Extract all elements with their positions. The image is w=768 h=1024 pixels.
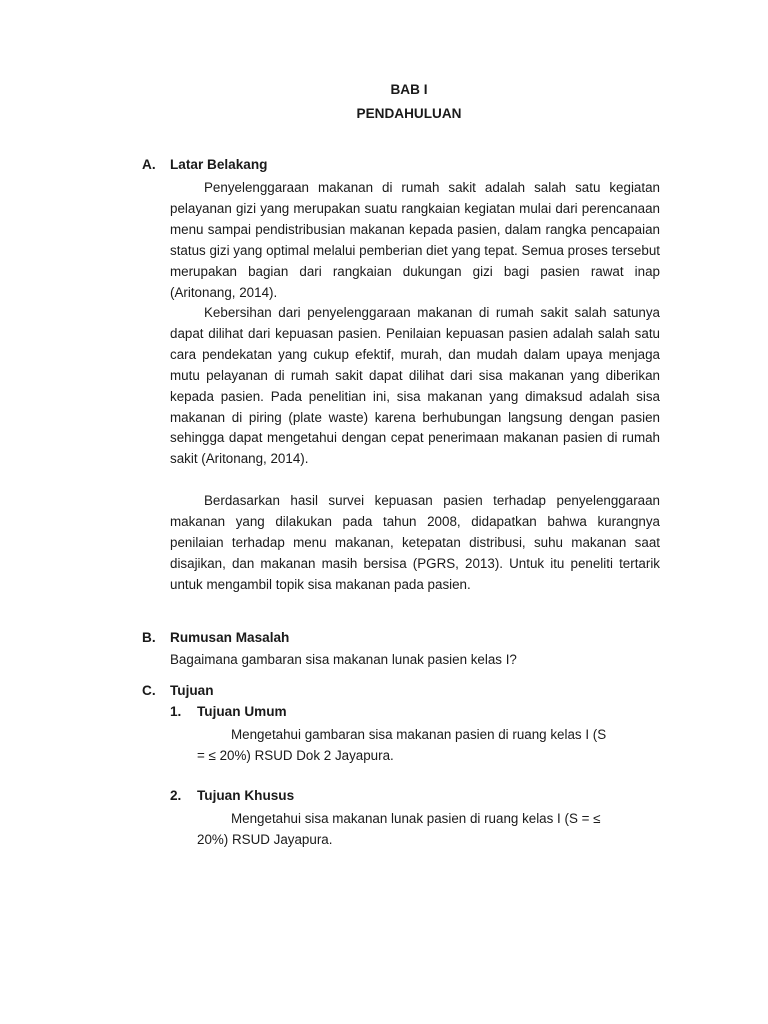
subsection-2-number: 2. [170, 788, 182, 803]
section-a-heading: Latar Belakang [170, 157, 268, 172]
subsection-1-number: 1. [170, 704, 182, 719]
chapter-title: PENDAHULUAN [356, 106, 462, 121]
subsection-1-line-2: = ≤ 20%) RSUD Dok 2 Jayapura. [197, 748, 394, 763]
subsection-2-line-1: Mengetahui sisa makanan lunak pasien di ruang kelas I (S = ≤ [231, 811, 601, 826]
paragraph-3-text: Berdasarkan hasil survei kepuasan pasien terhadap penyelenggaraan makanan yang dilakukan pada tahun 2008, didapatkan bahwa kurangnya penilaian terhadap menu makanan, ketepatan distribusi, suhu makanan saat disajikan, dan makanan masih bersisa (PGRS, 2013). Untuk itu peneliti tertarik untuk mengambil topik sisa makanan pada pasien. [170, 493, 660, 592]
subsection-2-line-2: 20%) RSUD Jayapura. [197, 832, 333, 847]
section-b-heading: Rumusan Masalah [170, 630, 290, 645]
paragraph-1-text: Penyelenggaraan makanan di rumah sakit adalah salah satu kegiatan pelayanan gizi yang merupakan suatu rangkaian kegiatan mulai dari perencanaan menu sampai pendistribusian makanan kepada pasien, dalam rangka pencapaian status gizi yang optimal melalui pemberian diet yang tepat. Semua proses tersebut merupakan bagian dari rangkaian dukungan gizi bagi pasien rawat inap (Aritonang, 2014). [170, 180, 660, 300]
paragraph-2-text: Kebersihan dari penyelenggaraan makanan di rumah sakit salah satunya dapat dilihat dari kepuasan pasien. Penilaian kepuasan pasien adalah salah satu cara pendekatan yang cukup efektif, murah, dan mudah dalam upaya menjaga mutu pelayanan di rumah sakit dapat dilihat dari sisa makanan yang diberikan kepada pasien. Pada penelitian ini, sisa makanan yang dimaksud adalah sisa makanan di piring (plate waste) karena berhubungan langsung dengan pasien sehingga dapat mengetahui dengan cepat penerimaan makanan pasien di rumah sakit (Aritonang, 2014). [170, 305, 660, 467]
subsection-1-heading: Tujuan Umum [197, 704, 287, 719]
section-b-text: Bagaimana gambaran sisa makanan lunak pasien kelas I? [170, 652, 517, 667]
section-c-heading: Tujuan [170, 683, 214, 698]
paragraph-1 [170, 178, 660, 303]
section-b-letter: B. [142, 630, 156, 645]
chapter-label: BAB I [390, 82, 428, 97]
paragraph-2 [170, 303, 660, 470]
section-c-letter: C. [142, 683, 156, 698]
subsection-1-line-1: Mengetahui gambaran sisa makanan pasien di ruang kelas I (S [231, 727, 607, 742]
section-a-letter: A. [142, 157, 156, 172]
subsection-2-heading: Tujuan Khusus [197, 788, 295, 803]
paragraph-3 [170, 491, 660, 596]
